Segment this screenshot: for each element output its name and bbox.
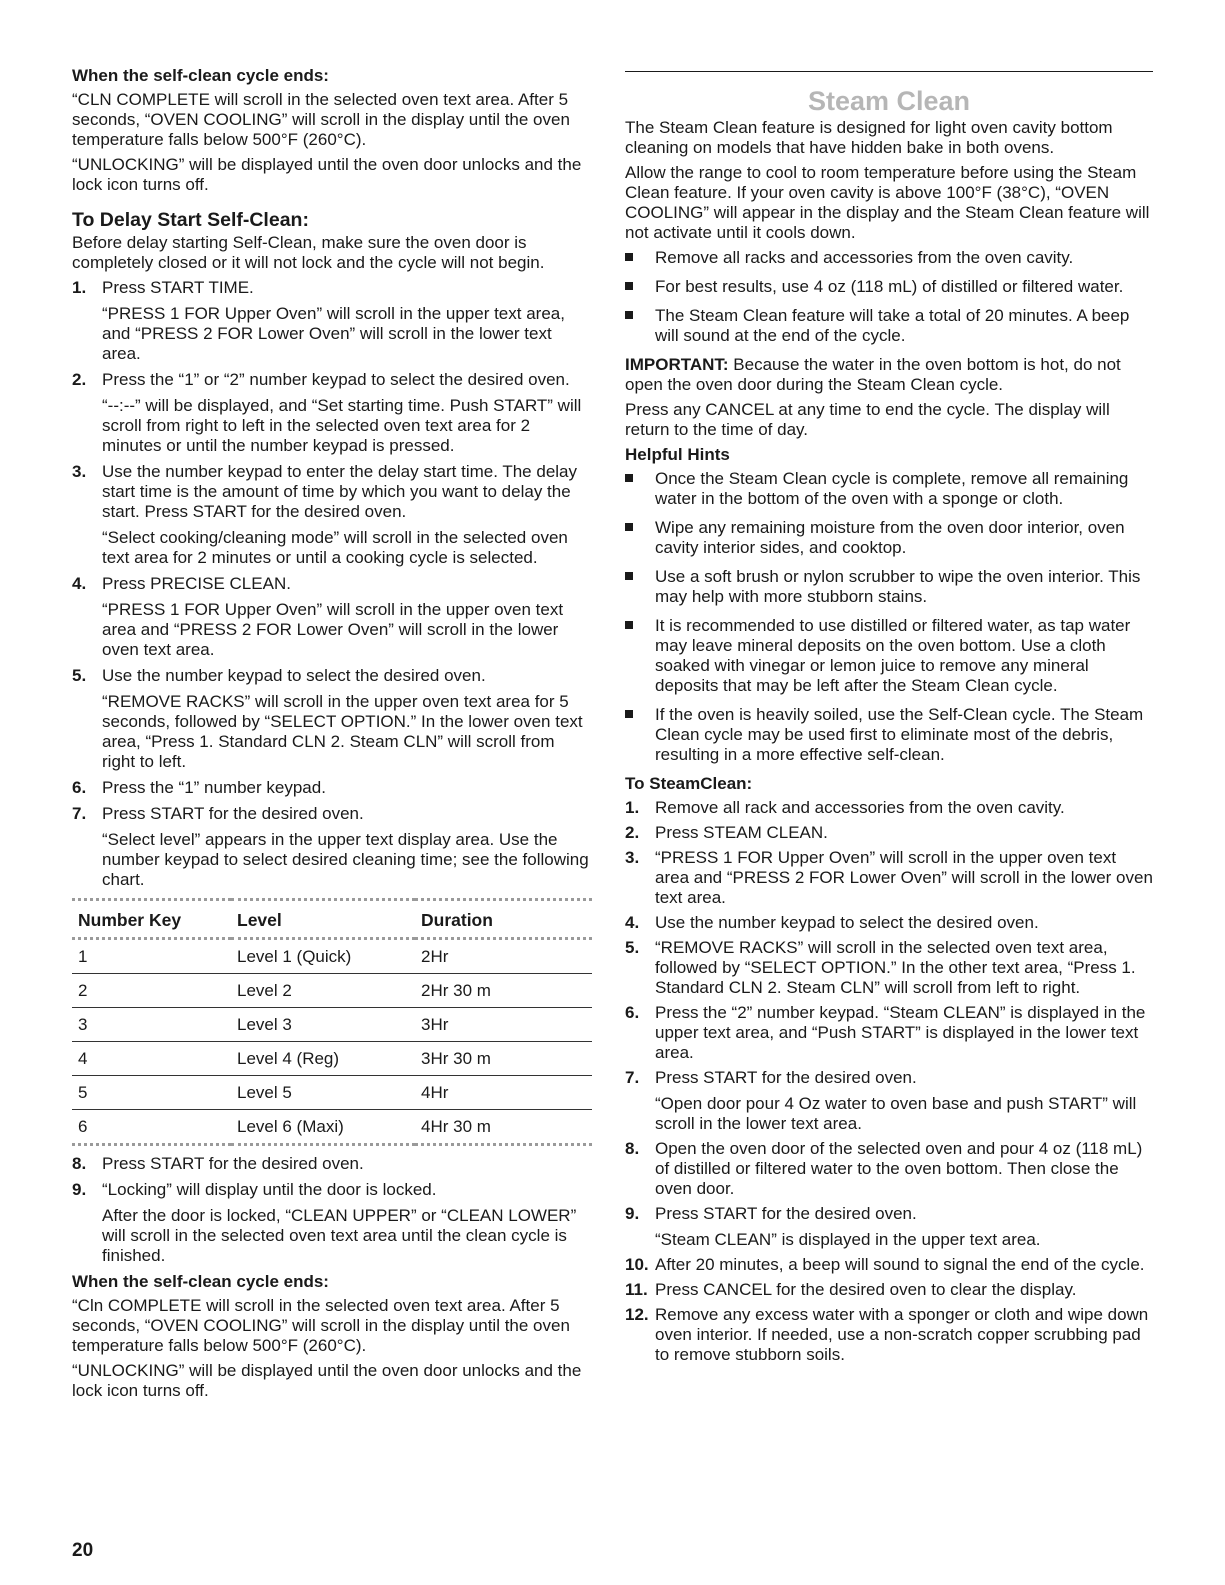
self-clean-ends-heading-2: When the self-clean cycle ends: (72, 1272, 329, 1291)
step-text: Press START for the desired oven. (655, 1204, 917, 1223)
step-text: Press STEAM CLEAN. (655, 823, 828, 842)
step-number: 8. (72, 1154, 87, 1173)
step-item (625, 798, 1153, 818)
step-text: Press the “2” number keypad. “Steam CLEAN” is displayed in the upper text area, and “Push START” is displayed in the lower text area. (655, 1003, 1146, 1062)
steamclean-steps-heading: To SteamClean: (625, 774, 753, 793)
table-header-row (72, 900, 592, 939)
step-text: Remove any excess water with a sponger or cloth and wipe down oven interior. If needed, use a non-scratch copper scrubbing pad to remove stubborn soils. (655, 1305, 1149, 1364)
bullet-item: If the oven is heavily soiled, use the Self-Clean cycle. The Steam Clean cycle may be used first to eliminate most of the debris, resulting in a more effective self-clean. (625, 705, 1153, 765)
step-note: “PRESS 1 FOR Upper Oven” will scroll in the upper oven text area and “PRESS 2 FOR Lower Oven” will scroll in the lower oven text area. (102, 600, 564, 659)
step-text: Open the oven door of the selected oven and pour 4 oz (118 mL) of distilled or filtered water to the oven bottom. Then close the oven door. (655, 1139, 1143, 1198)
table-cell: Level 6 (Maxi) (237, 1117, 344, 1136)
step-item (625, 823, 1153, 843)
step-note: “Select level” appears in the upper text display area. Use the number keypad to select desired cleaning time; see the following chart. (102, 830, 589, 889)
step-note: After the door is locked, “CLEAN UPPER” or “CLEAN LOWER” will scroll in the selected oven text area until the clean cycle is finished. (102, 1206, 577, 1265)
table-cell: 2Hr 30 m (415, 974, 592, 1008)
steamclean-steps (625, 798, 1153, 1365)
step-number: 9. (625, 1204, 640, 1223)
step-number: 3. (72, 462, 87, 481)
step-text: Press PRECISE CLEAN. (102, 574, 291, 593)
table-cell: 1 (72, 939, 231, 974)
step-number: 12. (625, 1305, 649, 1324)
step-text: Press START TIME. (102, 278, 254, 297)
delay-start-heading: To Delay Start Self-Clean: (72, 209, 309, 231)
step-text: Press START for the desired oven. (102, 804, 364, 823)
step-item (72, 1180, 592, 1266)
step-note: “PRESS 1 FOR Upper Oven” will scroll in the upper text area, and “PRESS 2 FOR Lower Oven” will scroll in the lower text area. (102, 304, 565, 363)
delay-start-steps (72, 278, 592, 890)
step-item (72, 666, 592, 772)
step-number: 3. (625, 848, 640, 867)
table-body (72, 939, 592, 1145)
step-item (625, 938, 1153, 998)
step-text: Press the “1” or “2” number keypad to select the desired oven. (102, 370, 570, 389)
cleaning-level-table (72, 898, 592, 1146)
section-divider (625, 71, 1153, 72)
step-note: “Open door pour 4 Oz water to oven base and push START” will scroll in the lower text area. (655, 1094, 1137, 1133)
step-item (625, 1204, 1153, 1250)
bullet-item: Remove all racks and accessories from the oven cavity. (625, 248, 1153, 268)
self-clean-ends-paragraph-2: “Cln COMPLETE will scroll in the selected oven text area. After 5 seconds, “OVEN COOLING” will scroll in the display until the oven temperature falls below 500°F (260°C). (72, 1296, 570, 1355)
table-header-duration: Duration (415, 900, 592, 939)
step-number: 6. (625, 1003, 640, 1022)
step-item (72, 278, 592, 364)
step-number: 8. (625, 1139, 640, 1158)
step-item (625, 1255, 1153, 1275)
unlocking-paragraph-2: “UNLOCKING” will be displayed until the oven door unlocks and the lock icon turns off. (72, 1361, 582, 1400)
step-note: “Steam CLEAN” is displayed in the upper text area. (655, 1230, 1041, 1249)
table-row (72, 1042, 592, 1076)
table-row (72, 1076, 592, 1110)
self-clean-ends-heading: When the self-clean cycle ends: (72, 66, 329, 85)
step-number: 7. (72, 804, 87, 823)
helpful-hints-list (625, 469, 1153, 765)
steam-clean-intro: The Steam Clean feature is designed for light oven cavity bottom cleaning on models that have hidden bake in both ovens. (625, 118, 1113, 157)
step-number: 2. (72, 370, 87, 389)
step-text: Press START for the desired oven. (655, 1068, 917, 1087)
step-text: “PRESS 1 FOR Upper Oven” will scroll in the upper oven text area and “PRESS 2 FOR Lower Oven” will scroll in the lower oven text area. (655, 848, 1153, 907)
table-cell: 4 (72, 1042, 231, 1076)
table-header-number-key: Number Key (72, 900, 231, 939)
step-text: “REMOVE RACKS” will scroll in the selected oven text area, followed by “SELECT OPTION.” In the other text area, “Press 1. Standard CLN 2. Steam CLN” will scroll from left to right. (655, 938, 1136, 997)
step-item (72, 1154, 592, 1174)
bullet-item: It is recommended to use distilled or filtered water, as tap water may leave mineral deposits on the oven bottom. Use a cloth soaked with vinegar or lemon juice to remove any mineral deposits that may be left after the Steam Clean cycle. (625, 616, 1153, 696)
step-item (72, 804, 592, 890)
table-cell: 5 (72, 1076, 231, 1110)
table-cell: 3 (72, 1008, 231, 1042)
self-clean-ends-paragraph: “CLN COMPLETE will scroll in the selected oven text area. After 5 seconds, “OVEN COOLING” will scroll in the display until the oven temperature falls below 500°F (260°C). (72, 90, 570, 149)
important-paragraph (625, 355, 1153, 395)
table-cell: Level 4 (Reg) (231, 1042, 415, 1076)
delay-start-steps-continued (72, 1154, 592, 1266)
step-item (625, 913, 1153, 933)
right-column (625, 0, 1153, 1371)
step-number: 4. (72, 574, 87, 593)
step-text: After 20 minutes, a beep will sound to signal the end of the cycle. (655, 1255, 1145, 1274)
table-cell: Level 1 (Quick) (231, 939, 415, 974)
table-cell: 3Hr 30 m (415, 1042, 592, 1076)
step-note: “Select cooking/cleaning mode” will scroll in the selected oven text area for 2 minutes or until a cooking cycle is selected. (102, 528, 568, 567)
step-text: Remove all rack and accessories from the oven cavity. (655, 798, 1065, 817)
step-number: 10. (625, 1255, 649, 1274)
step-number: 5. (625, 938, 640, 957)
step-number: 2. (625, 823, 640, 842)
delay-start-intro: Before delay starting Self-Clean, make sure the oven door is completely closed or it will not lock and the cycle will not begin. (72, 233, 545, 272)
steam-clean-bullets (625, 248, 1153, 346)
table-row (72, 1008, 592, 1042)
steam-clean-cooling-paragraph: Allow the range to cool to room temperature before using the Steam Clean feature. If your oven cavity is above 100°F (38°C), “OVEN COOLING” will appear in the display and the Steam Clean feature will not activate until it cools down. (625, 163, 1150, 242)
table-cell: Level 5 (231, 1076, 415, 1110)
step-item (625, 1280, 1153, 1300)
left-column (72, 0, 592, 1406)
step-item (72, 370, 592, 456)
bullet-item: For best results, use 4 oz (118 mL) of distilled or filtered water. (625, 277, 1153, 297)
step-number: 5. (72, 666, 87, 685)
step-number: 7. (625, 1068, 640, 1087)
step-number: 6. (72, 778, 87, 797)
table-cell: 3Hr (415, 1008, 592, 1042)
step-text: Press START for the desired oven. (102, 1154, 364, 1173)
table-cell: Level 2 (231, 974, 415, 1008)
step-number: 9. (72, 1180, 87, 1199)
step-item (72, 778, 592, 798)
step-text: “Locking” will display until the door is locked. (102, 1180, 437, 1199)
table-cell: 4Hr 30 m (421, 1117, 491, 1136)
bullet-item: Wipe any remaining moisture from the oven door interior, oven cavity interior sides, and cooktop. (625, 518, 1153, 558)
table-cell: 4Hr (415, 1076, 592, 1110)
important-text: Because the water in the oven bottom is hot, do not open the oven door during the Steam Clean cycle. (625, 355, 1121, 394)
step-number: 1. (625, 798, 640, 817)
step-text: Press the “1” number keypad. (102, 778, 326, 797)
section-title: Steam Clean (807, 86, 971, 116)
table-row (72, 939, 592, 974)
important-label: IMPORTANT: (625, 355, 729, 374)
table-header-level: Level (231, 900, 415, 939)
unlocking-paragraph: “UNLOCKING” will be displayed until the oven door unlocks and the lock icon turns off. (72, 155, 582, 194)
step-note: “--:--” will be displayed, and “Set starting time. Push START” will scroll from right to left in the selected oven text area for 2 minutes or until the number keypad is pressed. (102, 396, 582, 455)
cancel-paragraph: Press any CANCEL at any time to end the cycle. The display will return to the time of day. (625, 400, 1110, 439)
table-cell: 6 (78, 1117, 88, 1136)
table-cell: 2 (72, 974, 231, 1008)
table-cell: Level 3 (231, 1008, 415, 1042)
bullet-item: Use a soft brush or nylon scrubber to wipe the oven interior. This may help with more stubborn stains. (625, 567, 1153, 607)
step-item (625, 1068, 1153, 1134)
bullet-item: Once the Steam Clean cycle is complete, remove all remaining water in the bottom of the oven with a sponge or cloth. (625, 469, 1153, 509)
page-number: 20 (72, 1540, 94, 1561)
step-item (72, 462, 592, 568)
step-number: 1. (72, 278, 87, 297)
step-number: 4. (625, 913, 640, 932)
helpful-hints-heading: Helpful Hints (625, 445, 730, 464)
step-number: 11. (625, 1280, 648, 1299)
step-note: “REMOVE RACKS” will scroll in the upper oven text area for 5 seconds, followed by “SELECT OPTION.” In the lower oven text area, “Press 1. Standard CLN 2. Steam CLN” will scroll from right to left. (102, 692, 583, 771)
step-text: Press CANCEL for the desired oven to clear the display. (655, 1280, 1077, 1299)
step-item (625, 848, 1153, 908)
step-item (625, 1003, 1153, 1063)
step-item (625, 1305, 1153, 1365)
table-cell: 2Hr (415, 939, 592, 974)
bullet-item: The Steam Clean feature will take a total of 20 minutes. A beep will sound at the end of the cycle. (625, 306, 1153, 346)
step-text: Use the number keypad to select the desired oven. (102, 666, 486, 685)
step-item (625, 1139, 1153, 1199)
step-text: Use the number keypad to enter the delay start time. The delay start time is the amount of time by which you want to delay the start. Press START for the desired oven. (102, 462, 578, 521)
table-row (72, 1110, 592, 1145)
step-text: Use the number keypad to select the desired oven. (655, 913, 1039, 932)
step-item (72, 574, 592, 660)
table-row (72, 974, 592, 1008)
